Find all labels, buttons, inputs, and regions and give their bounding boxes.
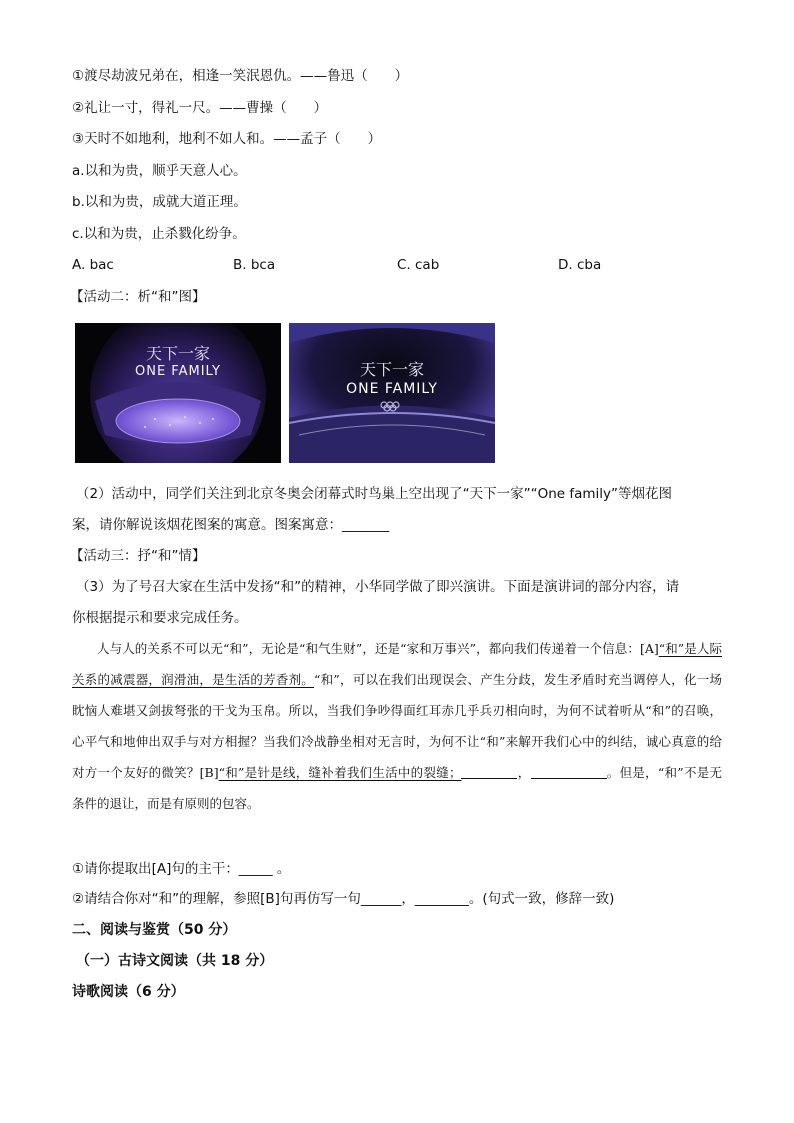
section-2-heading: 二、阅读与鉴赏（50 分） — [72, 922, 237, 938]
question-line-1: ①渡尽劫波兄弟在，相逢一笑泯恩仇。——鲁迅（ ） — [72, 68, 409, 84]
question-2-line-1: （2）活动中，同学们关注到北京冬奥会闭幕式时鸟巢上空出现了“天下一家”“One family”等烟花图 — [76, 486, 673, 502]
question-2-line-2: 案，请你解说该烟花图案的寓意。图案寓意：_______ — [72, 517, 390, 533]
poetry-heading: 诗歌阅读（6 分） — [72, 984, 185, 1000]
speech-passage: 人与人的关系不可以无“和”，无论是“和气生财”，还是“家和万事兴”，都向我们传递着一个信息：[A]“和”是人际关系的减震器，润滑油，是生活的芳香剂。“和”，可以在我们出现误会、产生分歧，发生矛盾时充当调停人，化一场眈恼人难堪又剑拔弩张的干戈为玉帛。所以，当我们争吵得面红耳赤几乎兵刃相向时，为何不试着听从“和”的召唤，心平气和地伸出双手与对方相握？当我们冷战静坐相对无言时，为何不让“和”来解开我们心中的纠结，诚心真意的给对方一个友好的微笑？[B]“和”是针是线，缝补着我们生活中的裂缝； ， 。但是，“和”不是无条件的退让，而是有原则的包容。 — [72, 641, 722, 811]
subsection-1-heading: （一）古诗文阅读（共 18 分） — [76, 953, 274, 969]
answer-blank-2[interactable] — [531, 764, 607, 779]
speech-sentence-b: “和”是针是线，缝补着我们生活中的裂缝； — [218, 765, 462, 780]
speech-sentence-a: “和”是人际关系的减震器，润滑油，是生活的芳香剂。 — [72, 641, 722, 687]
task-1: ①请你提取出[A]句的主干：_____ 。 — [72, 861, 291, 877]
stadium-fireworks-image — [75, 323, 281, 463]
option-d: D. cba — [558, 257, 602, 273]
speech-text-part-2: “和”，可以在我们出现误会、产生分歧，发生矛盾时充当调停人，化一场眈恼人难堪又剑拔弩张的干戈为玉帛。所以，当我们争吵得面红耳赤几乎兵刃相向时，为何不试着听从“和”的召唤，心平气和地伸出双手与对方相握？当我们冷战静坐相对无言时，为何不让“和”来解开我们心中的纠结，诚心真意的给对方一个友好的微笑？[B] — [72, 672, 722, 780]
fireworks-photo-left — [75, 323, 281, 463]
speech-text-part-3: 。但是，“和”不是无条件的退让，而是有原则的包容。 — [72, 765, 722, 811]
choice-a: a.以和为贵，顺乎天意人心。 — [72, 163, 247, 179]
choice-b: b.以和为贵，成就大道正理。 — [72, 194, 247, 210]
fireworks-photo-right — [289, 323, 495, 463]
question-line-2: ②礼让一寸，得礼一尺。——曹操（ ） — [72, 100, 328, 116]
firework-english-text: ONE FAMILY — [346, 381, 438, 397]
firework-chinese-text: 天下一家 — [145, 344, 211, 363]
answer-blank-1[interactable] — [461, 764, 517, 779]
firework-chinese-text: 天下一家 — [359, 360, 425, 379]
activity-3-title: 【活动三：抒“和”情】 — [70, 548, 206, 564]
option-c: C. cab — [397, 257, 440, 273]
firework-english-text: ONE FAMILY — [135, 364, 221, 379]
question-3-line-1: （3）为了号召大家在生活中发扬“和”的精神，小华同学做了即兴演讲。下面是演讲词的部分内容，请 — [76, 579, 680, 595]
option-b: B. bca — [233, 257, 276, 273]
stadium-fireworks-image — [289, 323, 495, 463]
task-2: ②请结合你对“和”的理解，参照[B]句再仿写一句______，________。(句式一致，修辞一致) — [72, 891, 615, 907]
speech-text-part-1: 人与人的关系不可以无“和”，无论是“和气生财”，还是“家和万事兴”，都向我们传递着一个信息：[A] — [97, 641, 659, 656]
option-a: A. bac — [72, 257, 114, 273]
question-line-3: ③天时不如地利，地利不如人和。——孟子（ ） — [72, 131, 382, 147]
question-3-line-2: 你根据提示和要求完成任务。 — [72, 610, 248, 626]
choice-c: c.以和为贵，止杀戮化纷争。 — [72, 226, 246, 242]
activity-2-title: 【活动二：析“和”图】 — [70, 289, 206, 305]
